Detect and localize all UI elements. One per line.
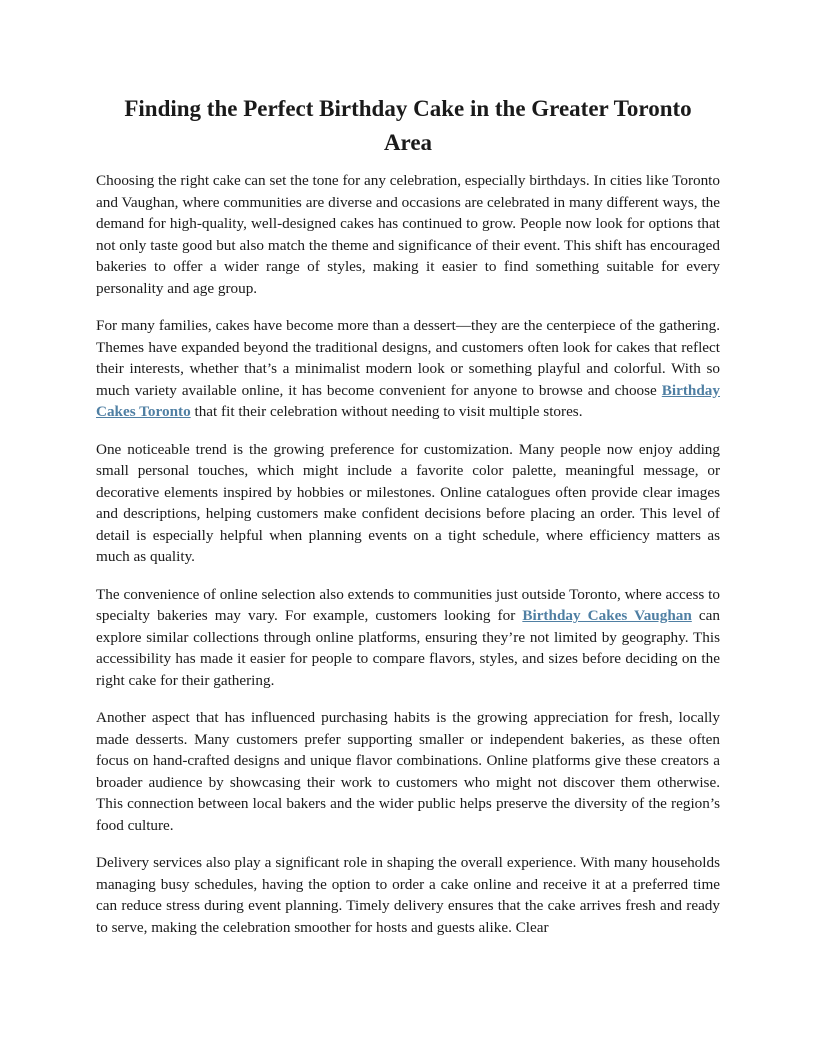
document-title: Finding the Perfect Birthday Cake in the Greater Toronto Area — [124, 96, 692, 155]
paragraph-delivery: Delivery services also play a significant role in shaping the overall experience. With many households managing busy schedules, having the option to order a cake online and receive it at a preferred time can reduce stress during event planning. Timely delivery ensures that the cake arrives fresh and ready to serve, making the celebration smoother for hosts and guests alike. Clear — [96, 854, 720, 936]
paragraph-online-selection — [96, 584, 720, 692]
document-page — [96, 92, 720, 954]
link-birthday-cakes-vaughan[interactable]: Birthday Cakes Vaughan — [522, 607, 692, 624]
link-birthday-cakes-toronto[interactable]: Birthday Cakes Toronto — [96, 381, 720, 420]
paragraph-text: can explore similar collections through online platforms, ensuring they’re not limited by geography. This accessibility has made it easier for people to compare flavors, styles, and sizes before deciding on the right cake for their gathering. — [96, 607, 720, 689]
paragraph-text: For many families, cakes have become more than a dessert—they are the centerpiece of the gathering. Themes have expanded beyond the traditional designs, and customers often look for cakes that reflect their interests, whether that’s a minimalist modern look or something playful and colorful. With so much variety available online, it has become convenient for anyone to browse and choose — [96, 317, 720, 399]
paragraph-text: The convenience of online selection also extends to communities just outside Toronto, where access to specialty bakeries may vary. For example, customers looking for — [96, 585, 720, 624]
paragraph-customization: One noticeable trend is the growing preference for customization. Many people now enjoy adding small personal touches, which might include a favorite color palette, meaningful message, or decorative elements inspired by hobbies or milestones. Online catalogues often provide clear images and descriptions, helping customers make confident decisions before placing an order. This level of detail is especially helpful when planning events on a tight schedule, where efficiency matters as much as quality. — [96, 440, 720, 565]
paragraph-text: that fit their celebration without needing to visit multiple stores. — [190, 403, 583, 420]
paragraph-centerpiece — [96, 315, 720, 423]
paragraph-intro: Choosing the right cake can set the tone for any celebration, especially birthdays. In cities like Toronto and Vaughan, where communities are diverse and occasions are celebrated in many different ways, the demand for high-quality, well-designed cakes has continued to grow. People now look for options that not only taste good but also match the theme and significance of their event. This shift has encouraged bakeries to offer a wider range of styles, making it easier to find something suitable for every personality and age group. — [96, 172, 720, 297]
paragraph-local-bakeries: Another aspect that has influenced purchasing habits is the growing appreciation for fresh, locally made desserts. Many customers prefer supporting smaller or independent bakeries, as these often focus on hand-crafted designs and unique flavor combinations. Online platforms give these creators a broader audience by showcasing their work to customers who might not discover them otherwise. This connection between local bakers and the wider public helps preserve the diversity of the region’s food culture. — [96, 709, 720, 834]
